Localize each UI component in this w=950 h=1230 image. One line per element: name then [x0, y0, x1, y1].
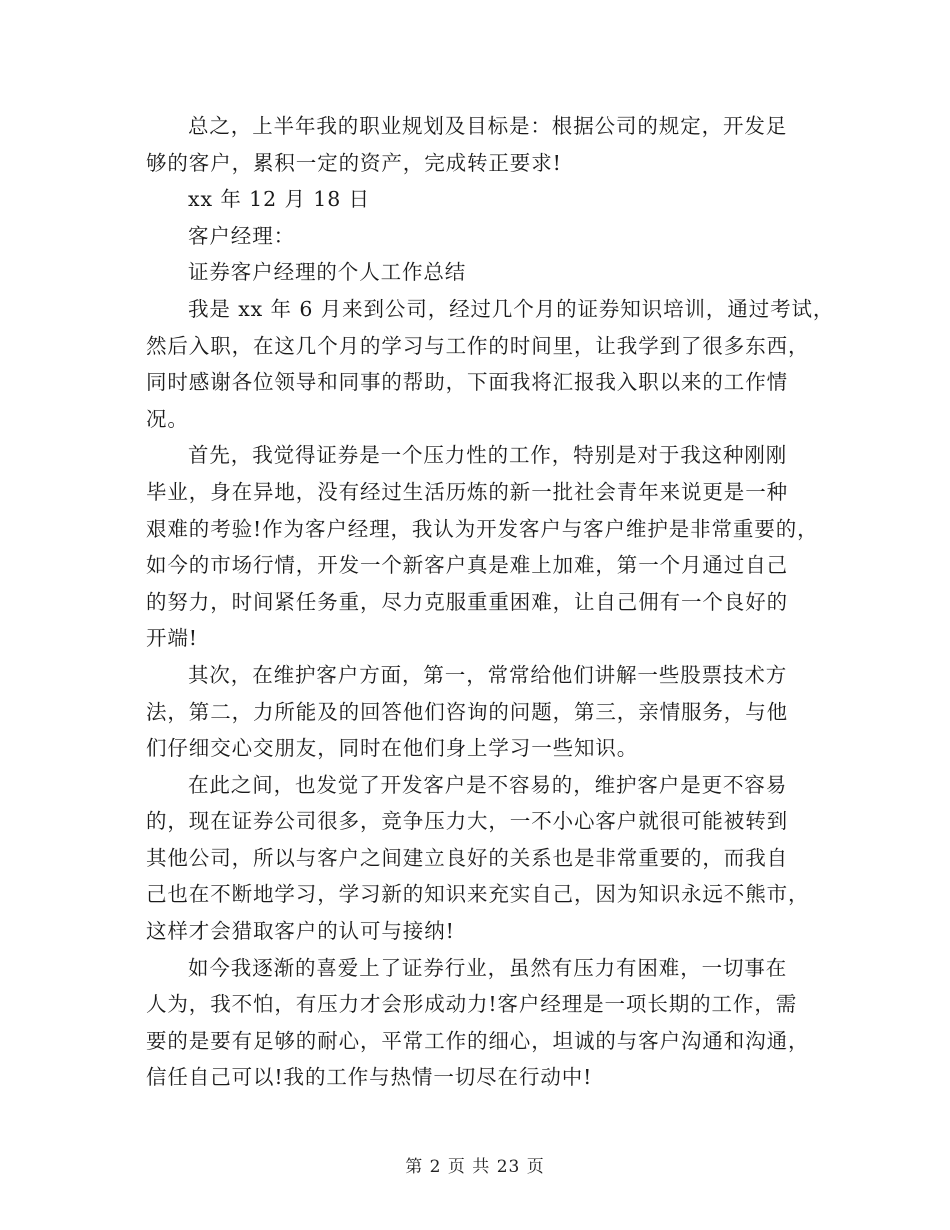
document-body — [146, 108, 835, 1096]
page-number-label: 第 2 页 共 23 页 — [405, 1157, 545, 1177]
text-line: 证券客户经理的个人工作总结 — [188, 260, 467, 285]
text-line: 其次，在维护客户方面，第一，常常给他们讲解一些股票技术方 — [188, 662, 788, 687]
text-line: 要的是要有足够的耐心，平常工作的细心，坦诚的与客户沟通和沟通， — [146, 1028, 810, 1053]
text-line: 如今我逐渐的喜爱上了证券行业，虽然有压力有困难，一切事在 — [188, 955, 788, 980]
text-line: 法，第二，力所能及的回答他们咨询的问题，第三，亲情服务，与他 — [146, 699, 788, 724]
text-line: 人为，我不怕，有压力才会形成动力!客户经理是一项长期的工作，需 — [146, 992, 798, 1017]
text-line: 客户经理： — [188, 223, 295, 248]
text-line: 如今的市场行情，开发一个新客户真是难上加难，第一个月通过自己 — [146, 553, 788, 578]
text-line: 的努力，时间紧任务重，尽力克服重重困难，让自己佣有一个良好的 — [146, 589, 788, 614]
text-line: 然后入职，在这几个月的学习与工作的时间里，让我学到了很多东西， — [146, 333, 810, 358]
text-line: xx 年 12 月 18 日 — [188, 187, 370, 212]
text-line: 这样才会猎取客户的认可与接纳! — [146, 919, 455, 944]
text-line: 己也在不断地学习，学习新的知识来充实自己，因为知识永远不熊市， — [146, 882, 810, 907]
text-line: 够的客户，累积一定的资产，完成转正要求! — [146, 150, 562, 175]
text-line: 艰难的考验!作为客户经理，我认为开发客户与客户维护是非常重要的， — [146, 516, 819, 541]
text-line: 毕业，身在异地，没有经过生活历炼的新一批社会青年来说更是一种 — [146, 479, 788, 504]
text-line: 们仔细交心交朋友，同时在他们身上学习一些知识。 — [146, 736, 639, 761]
text-line: 在此之间，也发觉了开发客户是不容易的，维护客户是更不容易 — [188, 772, 788, 797]
text-line: 开端! — [146, 626, 198, 651]
text-line: 我是 xx 年 6 月来到公司，经过几个月的证券知识培训，通过考试， — [188, 296, 835, 321]
text-line: 的，现在证券公司很多，竞争压力大，一不小心客户就很可能被转到 — [146, 809, 788, 834]
text-line: 总之，上半年我的职业规划及目标是：根据公司的规定，开发足 — [188, 114, 788, 138]
text-line: 同时感谢各位领导和同事的帮助，下面我将汇报我入职以来的工作情 — [146, 370, 788, 395]
text-line: 况。 — [146, 406, 189, 431]
text-line: 首先，我觉得证券是一个压力性的工作，特别是对于我这种刚刚 — [188, 443, 788, 468]
text-line: 其他公司，所以与客户之间建立良好的关系也是非常重要的，而我自 — [146, 845, 788, 870]
page-footer — [0, 1152, 950, 1177]
text-line: 信任自己可以!我的工作与热情一切尽在行动中! — [146, 1065, 593, 1090]
